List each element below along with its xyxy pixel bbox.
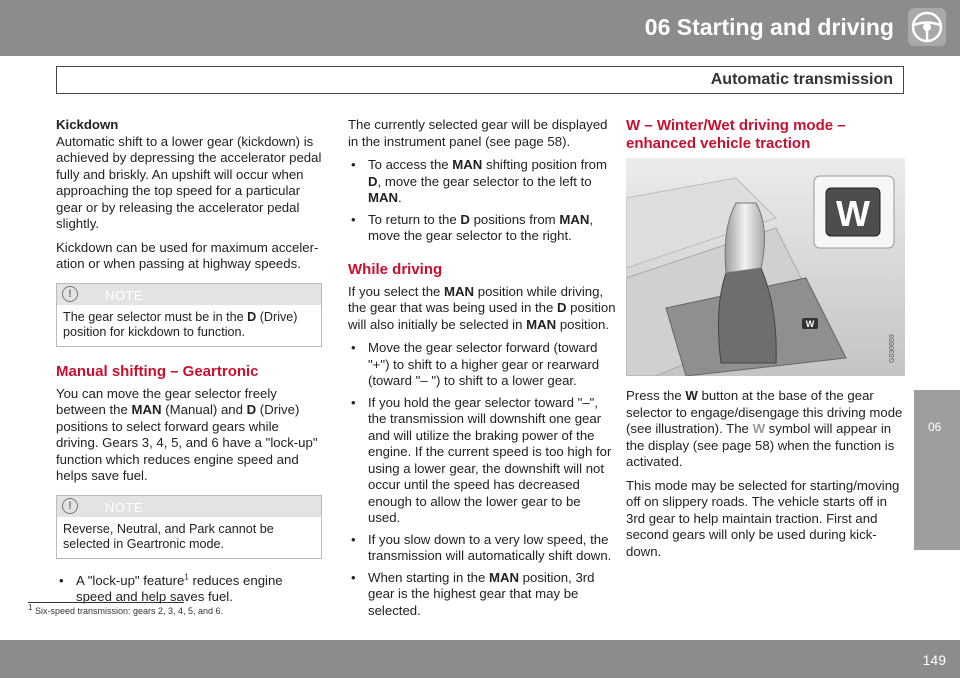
chapter-title: 06 Starting and driving: [644, 14, 894, 40]
list-item: • When starting in the MAN position, 3rd gear is the highest gear that may be selected.: [348, 570, 616, 620]
winter-mode-heading: W – Winter/Wet driving mode – enhanced vehicle traction: [626, 117, 846, 152]
note-header: [57, 284, 321, 305]
slippery-roads-paragraph: This mode may be selected for starting/moving off on slippery roads. The vehicle starts off in 3rd gear to help maintain traction. First and second gears will only be used during kick-down.: [626, 477, 900, 559]
page-header: [0, 0, 960, 56]
footnote-divider: [28, 602, 184, 603]
manual-shifting-paragraph: You can move the gear selector freely between the MAN (Manual) and D (Drive) positions to select forward gears while driving. Gears 3, 4, 5, and 6 have a "lock-up" function which reduces engine speed and helps save fuel.: [56, 385, 318, 483]
chapter-tab-label: 06: [928, 420, 942, 434]
page-number: 149: [922, 652, 946, 668]
page-footer: [0, 640, 960, 678]
info-icon: !: [62, 498, 78, 514]
column-left: [56, 117, 322, 611]
driving-list: [348, 340, 616, 619]
while-driving-heading: While driving: [348, 260, 443, 278]
w-button-letter: W: [836, 193, 870, 234]
steering-wheel-icon: [908, 8, 946, 46]
kickdown-paragraph-2: Kickdown can be used for maximum acceler-ation or when passing at highway speeds.: [56, 239, 319, 271]
lockup-list: [56, 573, 322, 606]
chapter-side-tab[interactable]: [914, 390, 960, 550]
footnote: $^1$ Six-speed transmission: gears 2, 3, 4, 5, and 6.: [28, 603, 224, 616]
while-driving-paragraph: If you select the MAN position while driving, the gear that was being used in the D position will also initially be selected in MAN position.: [348, 283, 616, 332]
section-bar: [56, 66, 904, 94]
kickdown-paragraph: Automatic shift to a lower gear (kickdown) is achieved by depressing the accelerator pedal fully and briskly. An upshift will occur when approaching the top speed for a particular gear or by releasing the accelerator pedal slightly.: [56, 133, 322, 231]
list-item: • To return to the D positions from MAN, move the gear selector to the right.: [348, 212, 616, 245]
gear-selector-illustration: [626, 158, 905, 376]
list-item: • A "lock-up" feature$^1$ reduces engine speed and help saves fuel.: [56, 573, 322, 606]
note-header: [57, 496, 321, 517]
intro-paragraph: The currently selected gear will be displayed in the instrument panel (see page 58).: [348, 117, 608, 149]
kickdown-heading: Kickdown: [56, 117, 119, 132]
section-title: Automatic transmission: [710, 71, 893, 88]
list-item: • Move the gear selector forward (toward "+") to shift to a higher gear or rearward (toward "– ") to shift to a lower gear.: [348, 340, 616, 390]
manual-shifting-heading: Manual shifting – Geartronic: [56, 362, 259, 380]
man-access-list: [348, 157, 616, 245]
list-item: • If you hold the gear selector toward "–", the transmission will downshift one gear and will utilize the braking power of the engine. If the current speed is too high for using a lower gear, the downshift will not occur until the speed has decreased enough to allow the lower gear to be used.: [348, 395, 616, 527]
column-right: [626, 117, 906, 567]
note-label: NOTE: [105, 499, 144, 515]
list-item: • If you slow down to a very low speed, the transmission will automatically shift down.: [348, 532, 616, 565]
w-button-paragraph: Press the W button at the base of the gear selector to engage/disengage this driving mode (see illustration). The W symbol will appear in the display (see page 58) when the function is activated.: [626, 388, 903, 469]
svg-text:W: W: [805, 319, 815, 329]
note-label: NOTE: [105, 287, 144, 303]
list-item: • To access the MAN shifting position from D, move the gear selector to the left to MAN.: [348, 157, 616, 207]
image-code: G030659: [889, 334, 896, 363]
column-middle: [348, 117, 616, 624]
note-box: [56, 283, 322, 347]
info-icon: !: [62, 286, 78, 302]
note-box: [56, 495, 322, 559]
note-text: Reverse, Neutral, and Park cannot be selected in Geartronic mode.: [63, 521, 274, 551]
footnote-ref[interactable]: 1: [184, 572, 189, 582]
note-text: The gear selector must be in the D (Drive) position for kickdown to function.: [63, 309, 298, 339]
